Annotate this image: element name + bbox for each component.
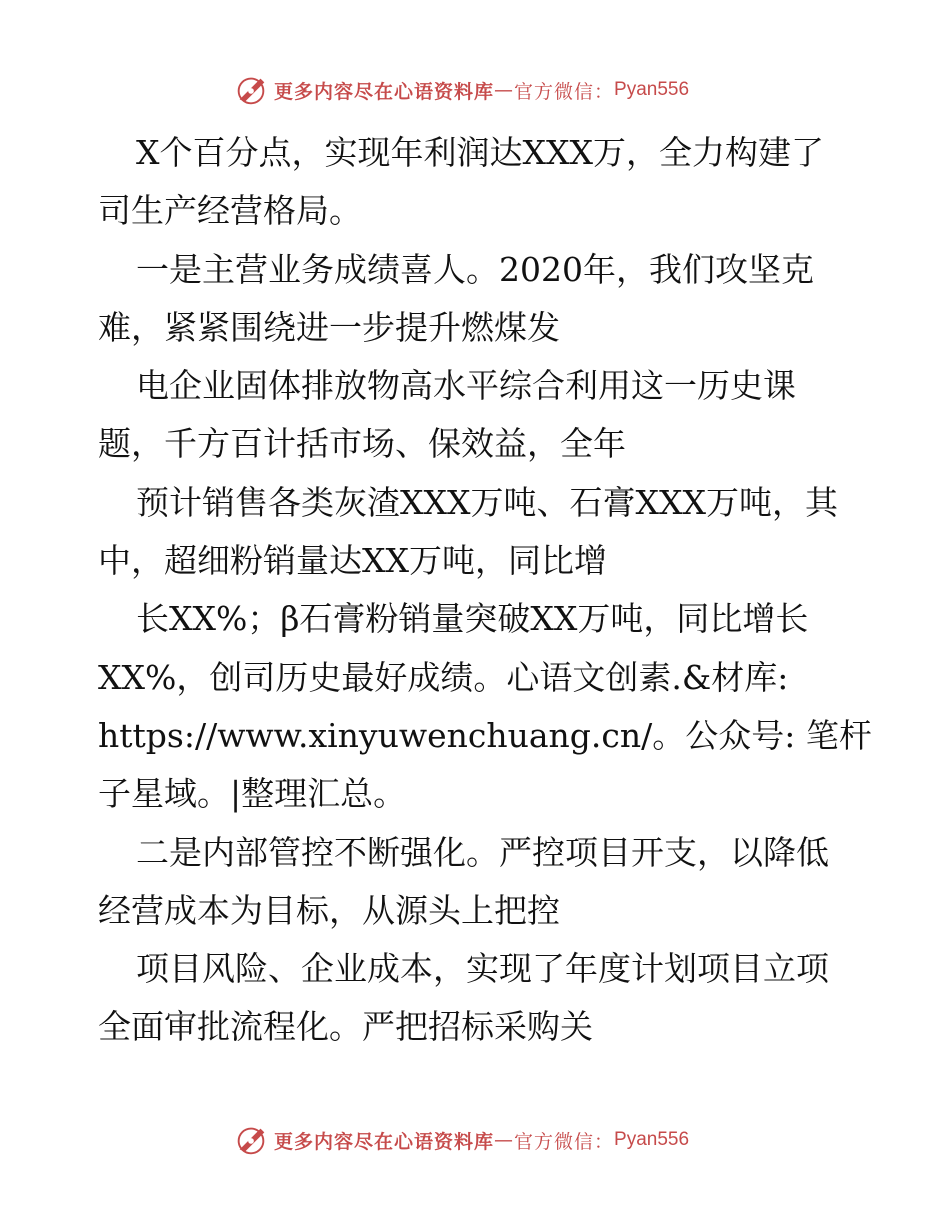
header-wechat-id: Pyan556 [614,79,690,100]
text-line: 预计销售各类灰渣XXX万吨、石膏XXX万吨，其 [136,482,838,522]
footer-banner [232,1120,689,1160]
header-wechat-label: 官方微信： [514,80,615,103]
text-line: 全面审批流程化。严把招标采购关 [98,1007,593,1047]
footer-wechat-label: 官方微信： [514,1130,615,1153]
header-separator: — [494,79,515,101]
footer-separator: — [494,1129,515,1151]
text-line: 电企业固体排放物高水平综合利用这一历史课 [136,366,796,406]
footer-title: 更多内容尽在心语资料库 [274,1130,495,1153]
text-line: 一是主营业务成绩喜人。2020年，我们攻坚克 [136,249,814,289]
pen-nib-logo-icon [232,71,270,109]
text-line: 难，紧紧围绕进一步提升燃煤发 [98,307,560,347]
text-line: 中，超细粉销量达XX万吨，同比增 [98,541,607,581]
text-line: https://www.xinyuwenchuang.cn/。公众号: 笔杆 [98,715,872,755]
header-title: 更多内容尽在心语资料库 [274,80,495,103]
footer-wechat-id: Pyan556 [614,1129,690,1150]
text-line: 经营成本为目标，从源头上把控 [98,890,560,930]
text-line: 项目风险、企业成本，实现了年度计划项目立项 [136,949,829,989]
text-line: X个百分点，实现年利润达XXX万，全力构建了 [136,133,824,172]
document-body [98,124,872,1057]
header-banner [232,70,689,110]
text-line: 二是内部管控不断强化。严控项目开支，以降低 [136,832,829,872]
text-line: 子星域。|整理汇总。 [98,774,407,814]
text-line: 长XX%；β石膏粉销量突破XX万吨，同比增长 [136,599,809,639]
text-line: 司生产经营格局。 [98,191,362,231]
text-line: 题，千方百计括市场、保效益，全年 [98,424,626,464]
text-line: XX%，创司历史最好成绩。心语文创素.&材库: [98,657,789,697]
pen-nib-logo-icon [232,1121,270,1159]
